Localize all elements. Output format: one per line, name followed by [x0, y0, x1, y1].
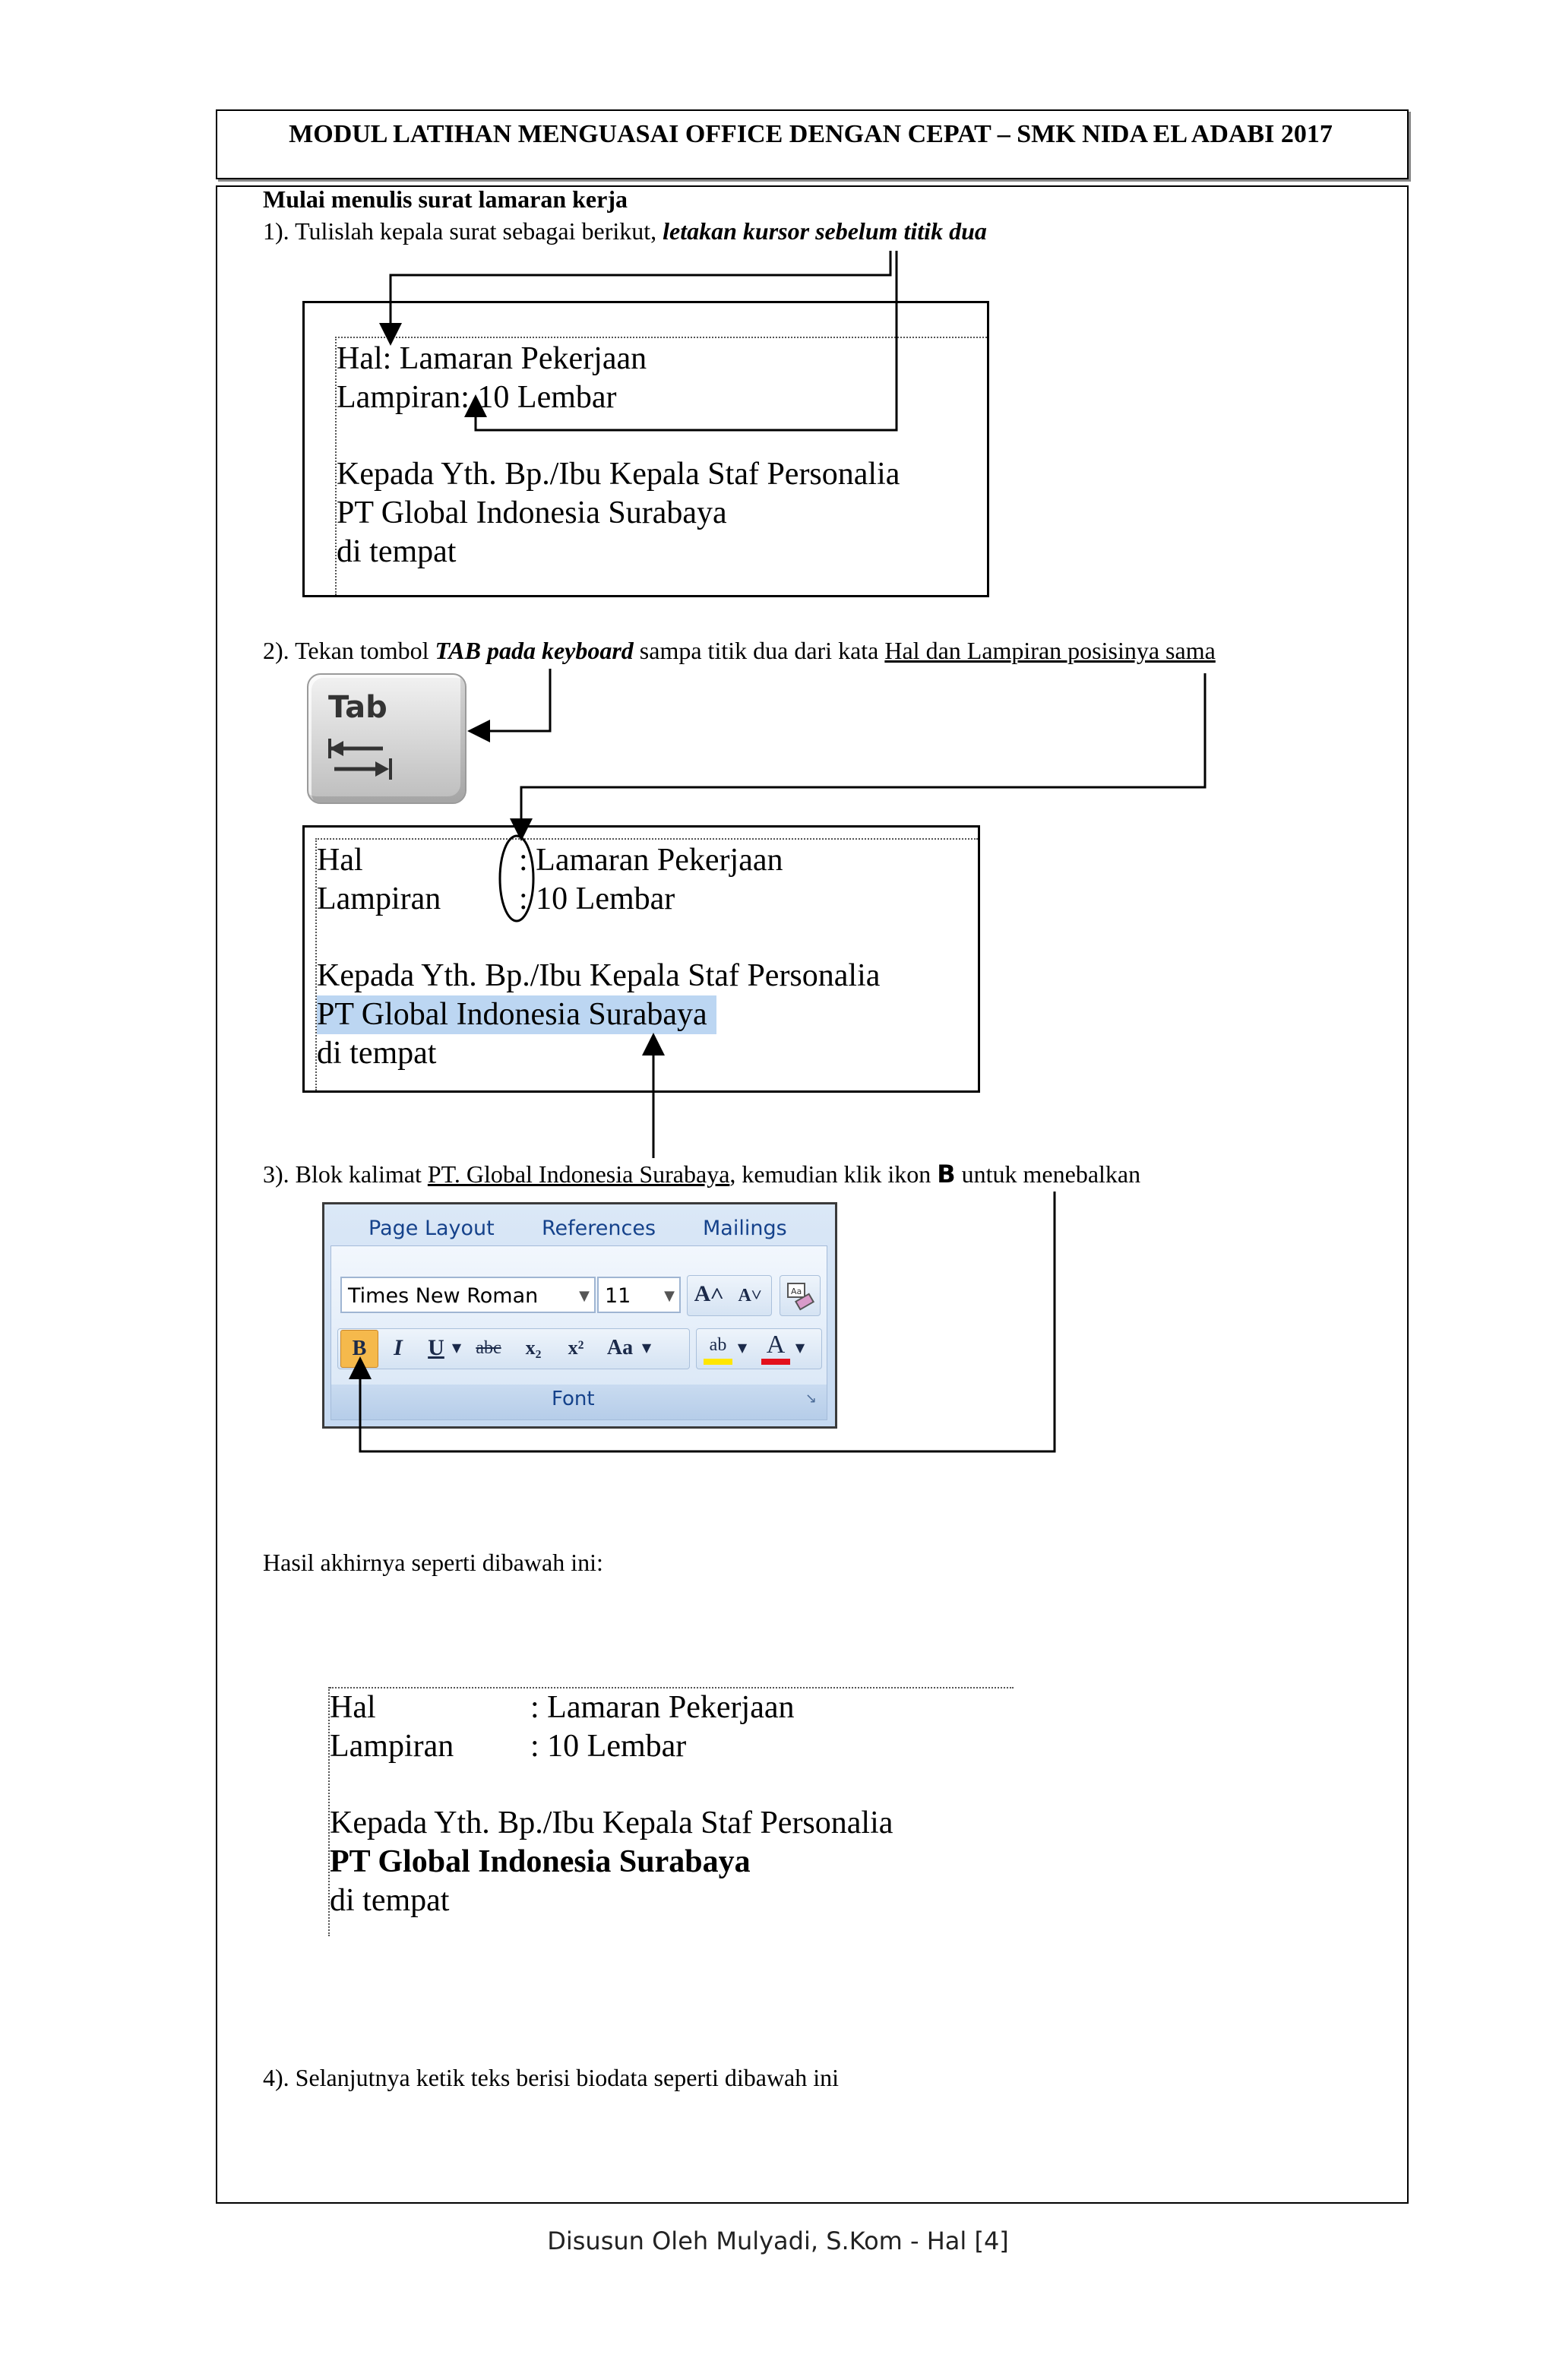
- example-2-line-kepada: Kepada Yth. Bp./Ibu Kepala Staf Personalia: [317, 958, 881, 993]
- underline-button[interactable]: U: [428, 1335, 444, 1360]
- example-3-lampiran-label: Lampiran: [330, 1729, 454, 1764]
- step-2-emphasis: TAB pada keyboard: [435, 637, 634, 664]
- tab-key-label: Tab: [328, 690, 387, 725]
- arrow-to-lampiran-cursor: [476, 251, 897, 430]
- font-name-value: Times New Roman: [348, 1284, 539, 1308]
- example-3-line-company-bold: PT Global Indonesia Surabaya: [330, 1844, 751, 1879]
- font-group-label: Font: [552, 1388, 595, 1410]
- example-1-line-place: di tempat: [337, 534, 457, 569]
- page-footer: Disusun Oleh Mulyadi, S.Kom - Hal [4]: [547, 2227, 1009, 2255]
- example-2-line-company-selected: PT Global Indonesia Surabaya: [317, 995, 716, 1034]
- step-1-emphasis: letakan kursor sebelum titik dua: [663, 217, 987, 245]
- step-3-end: untuk menebalkan: [955, 1160, 1141, 1188]
- highlight-button[interactable]: ab: [709, 1335, 727, 1355]
- svg-text:Aa: Aa: [791, 1287, 802, 1296]
- tab-page-layout[interactable]: Page Layout: [368, 1217, 495, 1240]
- tab-mailings[interactable]: Mailings: [703, 1217, 787, 1240]
- dropdown-arrow-icon[interactable]: ▼: [579, 1288, 590, 1304]
- step-1-plain: 1). Tulislah kepala surat sebagai berikut,: [263, 217, 663, 245]
- arrow-to-bold-button: [360, 1192, 1055, 1451]
- arrow-to-tab-key: [479, 669, 550, 731]
- dropdown-arrow-icon[interactable]: ▼: [664, 1288, 675, 1304]
- step-3-middle: , kemudian klik ikon: [729, 1160, 938, 1188]
- bold-button[interactable]: B: [340, 1330, 378, 1368]
- page-header-title: MODUL LATIHAN MENGUASAI OFFICE DENGAN CEPAT – SMK NIDA EL ADABI 2017: [289, 120, 1333, 148]
- step-2-middle: sampa titik dua dari kata: [633, 637, 885, 664]
- font-size-value: 11: [605, 1284, 631, 1308]
- example-1-line-kepada: Kepada Yth. Bp./Ibu Kepala Staf Personalia: [337, 457, 900, 492]
- example-2-lampiran-label: Lampiran: [317, 881, 441, 916]
- shrink-font-button[interactable]: A˅: [738, 1286, 762, 1306]
- subscript-button[interactable]: x₂: [525, 1337, 542, 1359]
- font-color-button[interactable]: A: [766, 1331, 786, 1359]
- example-1-line-hal: Hal: Lamaran Pekerjaan: [337, 341, 647, 376]
- example-2-hal-label: Hal: [317, 843, 363, 878]
- dropdown-arrow-icon[interactable]: ▼: [737, 1340, 748, 1355]
- dropdown-arrow-icon[interactable]: ▼: [641, 1340, 652, 1355]
- section-title: Mulai menulis surat lamaran kerja: [263, 185, 628, 213]
- example-2-lampiran-value: : 10 Lembar: [519, 881, 675, 916]
- step-2-underlined: Hal dan Lampiran posisinya sama: [884, 637, 1216, 664]
- example-3-line-kepada: Kepada Yth. Bp./Ibu Kepala Staf Personalia: [330, 1806, 893, 1840]
- dialog-launcher-icon[interactable]: ↘: [805, 1391, 818, 1407]
- example-2-line-place: di tempat: [317, 1036, 437, 1071]
- arrow-to-hal-cursor: [391, 251, 890, 334]
- arrow-to-colon: [521, 673, 1205, 830]
- tab-references[interactable]: References: [542, 1217, 656, 1240]
- example-3-line-place: di tempat: [330, 1883, 450, 1918]
- dropdown-arrow-icon[interactable]: ▼: [795, 1340, 805, 1355]
- superscript-button[interactable]: x²: [568, 1337, 584, 1359]
- result-label: Hasil akhirnya seperti dibawah ini:: [263, 1549, 603, 1576]
- dropdown-arrow-icon[interactable]: ▼: [451, 1340, 462, 1355]
- step-2-plain: 2). Tekan tombol: [263, 637, 435, 664]
- strikethrough-button[interactable]: abc: [476, 1338, 501, 1358]
- example-3-hal-label: Hal: [330, 1690, 376, 1725]
- step-3-plain: 3). Blok kalimat: [263, 1160, 428, 1188]
- step-3-underlined: PT. Global Indonesia Surabaya: [427, 1160, 730, 1188]
- example-2-hal-value: : Lamaran Pekerjaan: [519, 843, 783, 878]
- grow-font-button[interactable]: A˄: [694, 1281, 724, 1306]
- italic-button[interactable]: I: [394, 1335, 403, 1360]
- step-4-text: 4). Selanjutnya ketik teks berisi biodata seperti dibawah ini: [263, 2064, 840, 2091]
- example-3-lampiran-value: : 10 Lembar: [530, 1729, 687, 1764]
- bold-icon-label: B: [937, 1160, 956, 1188]
- example-1-line-company: PT Global Indonesia Surabaya: [337, 495, 727, 530]
- example-3-hal-value: : Lamaran Pekerjaan: [530, 1690, 795, 1725]
- example-1-line-lampiran: Lampiran: 10 Lembar: [337, 380, 617, 415]
- change-case-button[interactable]: Aa: [606, 1336, 634, 1359]
